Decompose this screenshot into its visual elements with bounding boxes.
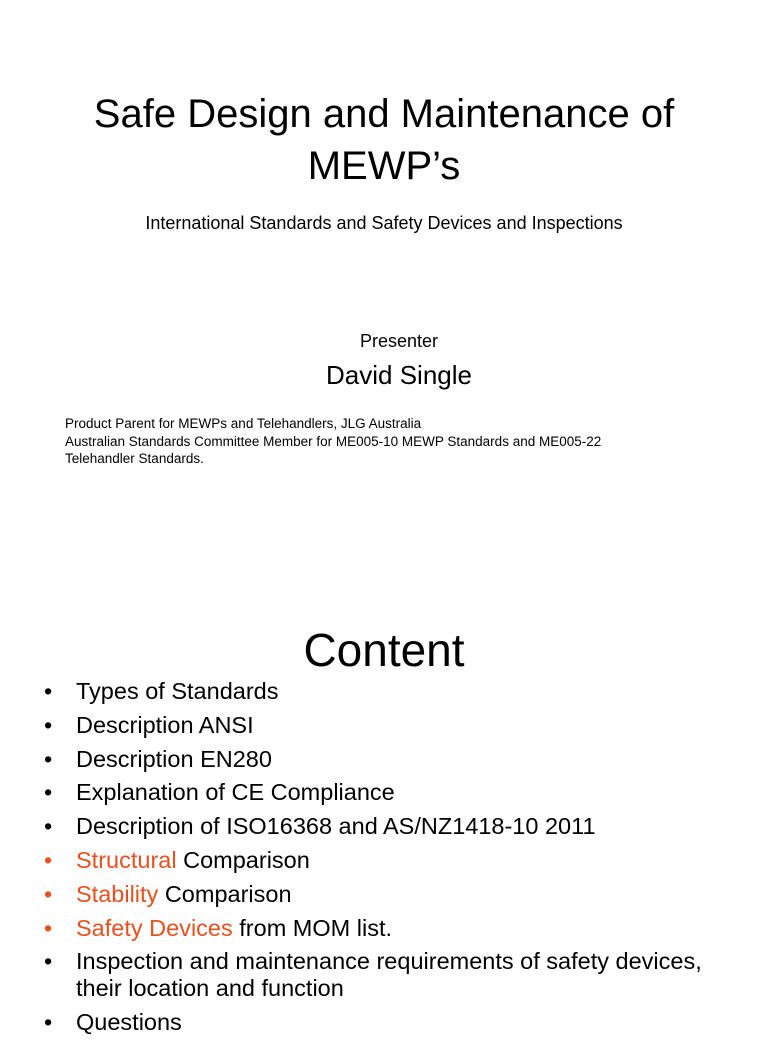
list-item-text: from MOM list.	[232, 914, 393, 941]
presentation-subtitle: International Standards and Safety Devices and Inspections	[145, 213, 623, 233]
presenter-label: Presenter	[359, 331, 439, 351]
list-item-text: Inspection and maintenance requirements of safety devices, their location and function	[76, 948, 702, 1002]
list-item	[44, 678, 744, 705]
list-item-text: Description of ISO16368 and AS/NZ1418-10 2011	[76, 813, 596, 840]
list-item	[44, 881, 744, 908]
bullet-icon: •	[44, 880, 53, 907]
bullet-icon: •	[44, 779, 53, 806]
list-item	[44, 712, 744, 739]
list-item-text: Comparison	[176, 846, 310, 873]
presenter-credits	[65, 415, 685, 468]
bullet-icon: •	[44, 914, 53, 941]
content-slide	[0, 576, 768, 1036]
title-line-1: Safe Design and Maintenance of	[93, 92, 675, 136]
list-item-accent: Structural	[76, 846, 177, 873]
credit-line-3: Telehandler Standards.	[65, 451, 204, 466]
list-item	[44, 1009, 744, 1036]
list-item-text: Description ANSI	[76, 711, 254, 738]
credit-line-2: Australian Standards Committee Member for ME005-10 MEWP Standards and ME005-22	[65, 433, 602, 449]
bullet-icon: •	[44, 813, 53, 840]
presentation-title	[40, 88, 728, 192]
bullet-icon: •	[44, 948, 53, 975]
list-item	[44, 915, 744, 942]
list-item-accent: Safety Devices	[76, 914, 233, 941]
bullet-icon: •	[44, 745, 53, 772]
list-item-accent: Stability	[76, 880, 159, 907]
presenter-name: David Single	[326, 360, 472, 390]
list-item	[44, 948, 744, 1002]
list-item-text: Explanation of CE Compliance	[76, 779, 395, 806]
list-item-text: Description EN280	[76, 745, 272, 772]
bullet-icon: •	[44, 846, 53, 873]
list-item	[44, 847, 744, 874]
list-item	[44, 746, 744, 773]
bullet-icon: •	[44, 711, 53, 738]
list-item-text: Questions	[76, 1009, 182, 1036]
list-item	[44, 813, 744, 840]
bullet-icon: •	[44, 678, 53, 704]
bullet-icon: •	[44, 1009, 53, 1036]
title-line-2: MEWP’s	[307, 144, 461, 188]
list-item-text: Types of Standards	[76, 678, 279, 704]
content-list	[44, 678, 744, 1043]
list-item	[44, 779, 744, 806]
list-item-text: Comparison	[158, 880, 292, 907]
content-heading: Content	[303, 624, 465, 676]
credit-line-1: Product Parent for MEWPs and Telehandlers, JLG Australia	[65, 416, 422, 431]
